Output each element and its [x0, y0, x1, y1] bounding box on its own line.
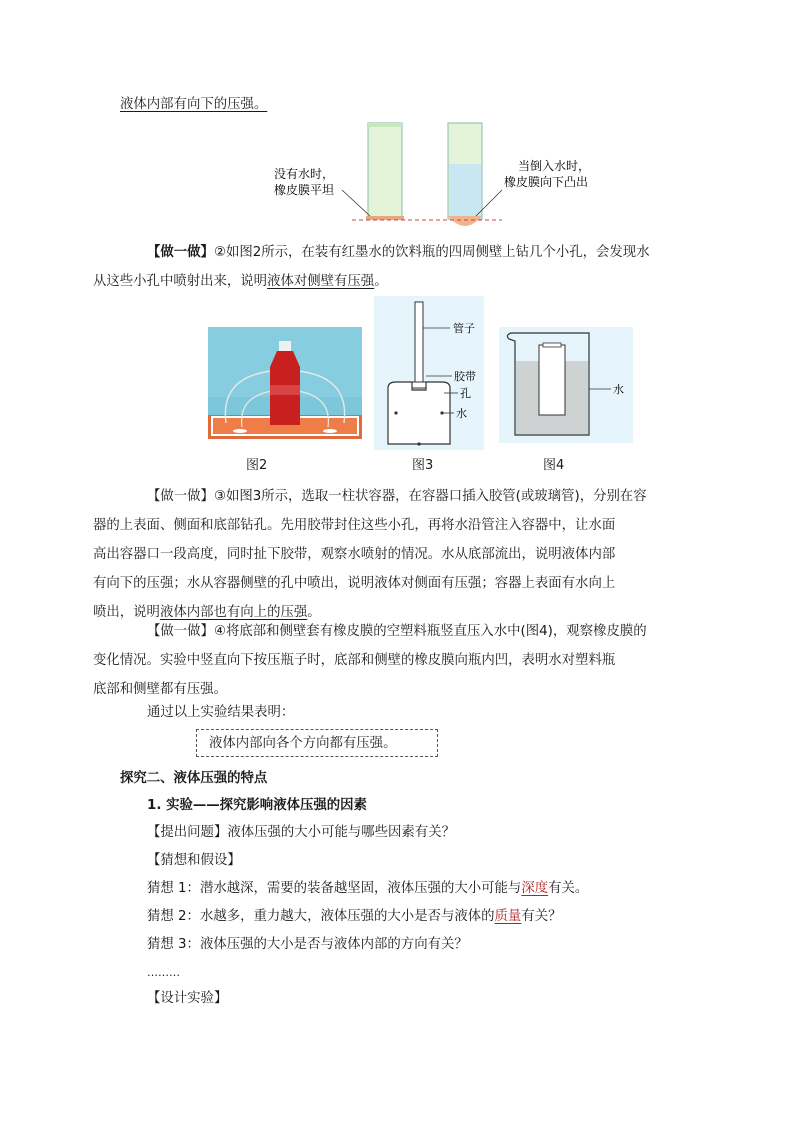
fig1-left-label-2: 橡皮膜平坦 — [274, 183, 335, 197]
summary-box: 液体内部向各个方向都有压强。 — [196, 729, 438, 757]
figure-4-beaker-diagram — [499, 327, 633, 443]
fig3-hole-label: 孔 — [460, 387, 471, 400]
para-do-it-2: 【做一做】②如图2所示，在装有红墨水的饮料瓶的四周侧壁上钻几个小孔，会发现水 从这些小孔中喷射出来，说明液体对侧壁有压强。 — [93, 245, 650, 289]
para-do-it-4: 【做一做】④将底部和侧壁套有橡皮膜的空塑料瓶竖直压入水中(图4)，观察橡皮膜的 变化情况。实验中竖直向下按压瓶子时，底部和侧壁的橡皮膜向瓶内凹，表明水对塑料瓶 底部和侧壁都有压强。 — [93, 624, 647, 697]
fig1-left-label-1: 没有水时， — [274, 167, 335, 181]
caption-fig3: 图3 — [412, 458, 434, 473]
figure-3-container-diagram — [374, 296, 484, 450]
para-do-it-3: 【做一做】③如图3所示，选取一柱状容器，在容器口插入胶管(或玻璃管)，分别在容 器的上表面、侧面和底部钻孔。先用胶带封住这些小孔，再将水沿管注入容器中，让水面 高出容器口一段高度，同时扯下胶带，观察水喷射的情况。水从底部流出，说明液体内部 有向下的压强；水从容器侧壁的孔中喷出，说明液体对侧面有压强；容器上表面有水向上 喷出，说明液体内部也有向上的压强。 — [93, 489, 647, 620]
figure-2-bottle-photo — [208, 327, 362, 439]
fig1-right-label-2: 橡皮膜向下凸出 — [504, 175, 589, 189]
line-downward-pressure: 液体内部有向下的压强。 — [120, 97, 268, 112]
fig3-tube-label: 管子 — [453, 322, 475, 335]
experiment-title: 1. 实验——探究影响液体压强的因素 — [147, 798, 367, 813]
guess-2: 猜想 2：水越多，重力越大，液体压强的大小是否与液体的质量有关？ — [147, 909, 562, 924]
caption-fig4: 图4 — [543, 458, 565, 473]
caption-fig2: 图2 — [246, 458, 268, 473]
question-line: 【提出问题】液体压强的大小可能与哪些因素有关？ — [147, 825, 455, 840]
fig1-right-label-1: 当倒入水时， — [518, 159, 591, 173]
guess-1: 猜想 1：潜水越深，需要的装备越坚固，液体压强的大小可能与深度有关。 — [147, 881, 589, 896]
guess-3: 猜想 3：液体压强的大小是否与液体内部的方向有关？ — [147, 937, 468, 952]
ellipsis: ……… — [147, 966, 180, 979]
result-intro: 通过以上实验结果表明： — [147, 705, 295, 720]
hypothesis-title: 【猜想和假设】 — [147, 853, 241, 868]
fig4-water-label: 水 — [613, 383, 624, 396]
design-title: 【设计实验】 — [147, 991, 228, 1006]
figure-rubber-membrane-tubes — [262, 120, 622, 230]
fig3-water-label: 水 — [456, 407, 467, 420]
fig3-band-label: 胶带 — [454, 370, 476, 383]
section-2-title: 探究二、液体压强的特点 — [120, 771, 268, 786]
